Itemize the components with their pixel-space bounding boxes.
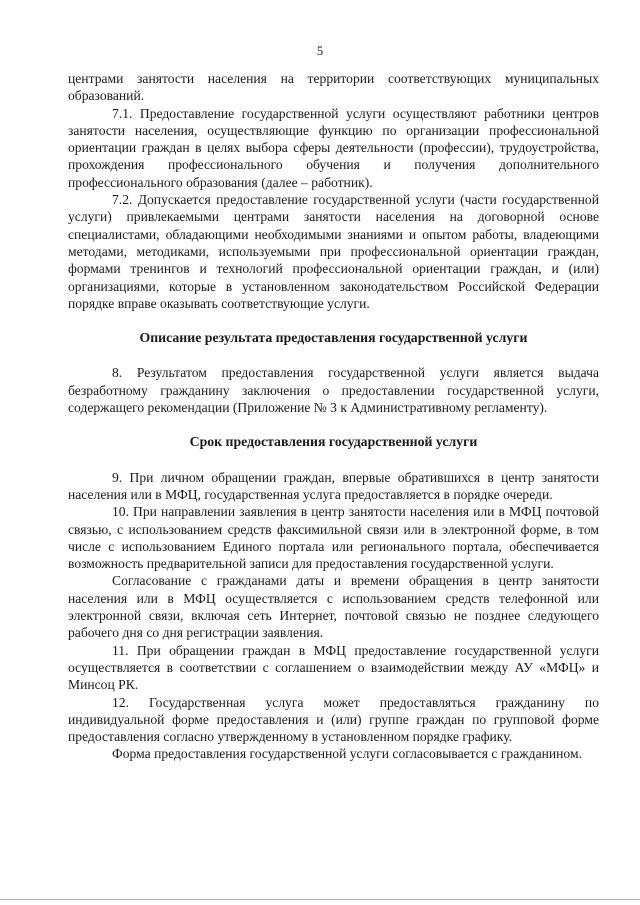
page-number: 5 xyxy=(316,44,324,58)
section-heading-result: Описание результата предоставления государственной услуги xyxy=(139,330,528,346)
paragraph-7-1: 7.1. Предоставление государственной услуги осуществляют работники центров занятости населения, осуществляющие функцию по организации профессиональной ориентации граждан в целях выбора сферы деятельности (профессии), трудоустройства, прохождения профессионального обучения и получения дополнительного профессионального образования (далее – работник). xyxy=(68,105,599,190)
paragraph-9: 9. При личном обращении граждан, впервые обратившихся в центр занятости населения или в МФЦ, государственная услуга предоставляется в порядке очереди. xyxy=(68,469,599,502)
page-bottom-border xyxy=(0,899,640,900)
paragraph-continuation: центрами занятости населения на территории соответствующих муниципальных образований. xyxy=(68,71,599,104)
section-heading-term: Срок предоставления государственной услуги xyxy=(189,434,478,450)
paragraph-12: 12. Государственная услуга может предоставляться гражданину по индивидуальной форме предоставления и (или) группе граждан по групповой форме предоставления согласно утвержденному в установленном порядке графику. xyxy=(68,694,599,745)
paragraph-12-form: Форма предоставления государственной услуги согласовывается с гражданином. xyxy=(112,746,582,762)
document-body xyxy=(68,70,599,763)
paragraph-8: 8. Результатом предоставления государственной услуги является выдача безработному гражданину заключения о предоставлении государственной услуги, содержащего рекомендации (Приложение № 3 к Административному регламенту). xyxy=(68,365,599,416)
paragraph-11: 11. При обращении граждан в МФЦ предоставление государственной услуги осуществляется в соответствии с соглашением о взаимодействии между АУ «МФЦ» и Минсоц РК. xyxy=(68,642,599,693)
paragraph-10-coordination: Согласование с гражданами даты и времени обращения в центр занятости населения или в МФЦ осуществляется с использованием средств телефонной или электронной связи, включая сеть Интернет, почтовой связью не позднее следующего рабочего дня со дня регистрации заявления. xyxy=(68,573,599,641)
paragraph-10: 10. При направлении заявления в центр занятости населения или в МФЦ почтовой связью, с использованием средств факсимильной связи или в электронной форме, в том числе с использованием Единого портала или регионального портала, обеспечивается возможность предварительной записи для предоставления государственной услуги. xyxy=(68,504,599,572)
paragraph-7-2: 7.2. Допускается предоставление государственной услуги (части государственной услуги) привлекаемыми центрами занятости населения на договорной основе специалистами, обладающими необходимыми знаниями и опытом работы, владеющими методами, методиками, используемыми при профессиональной ориентации граждан, формами тренингов и технологий профессиональной ориентации граждан, и (или) организациями, которые в установленном законодательством Российской Федерации порядке вправе оказывать соответствующие услуги. xyxy=(68,192,599,311)
